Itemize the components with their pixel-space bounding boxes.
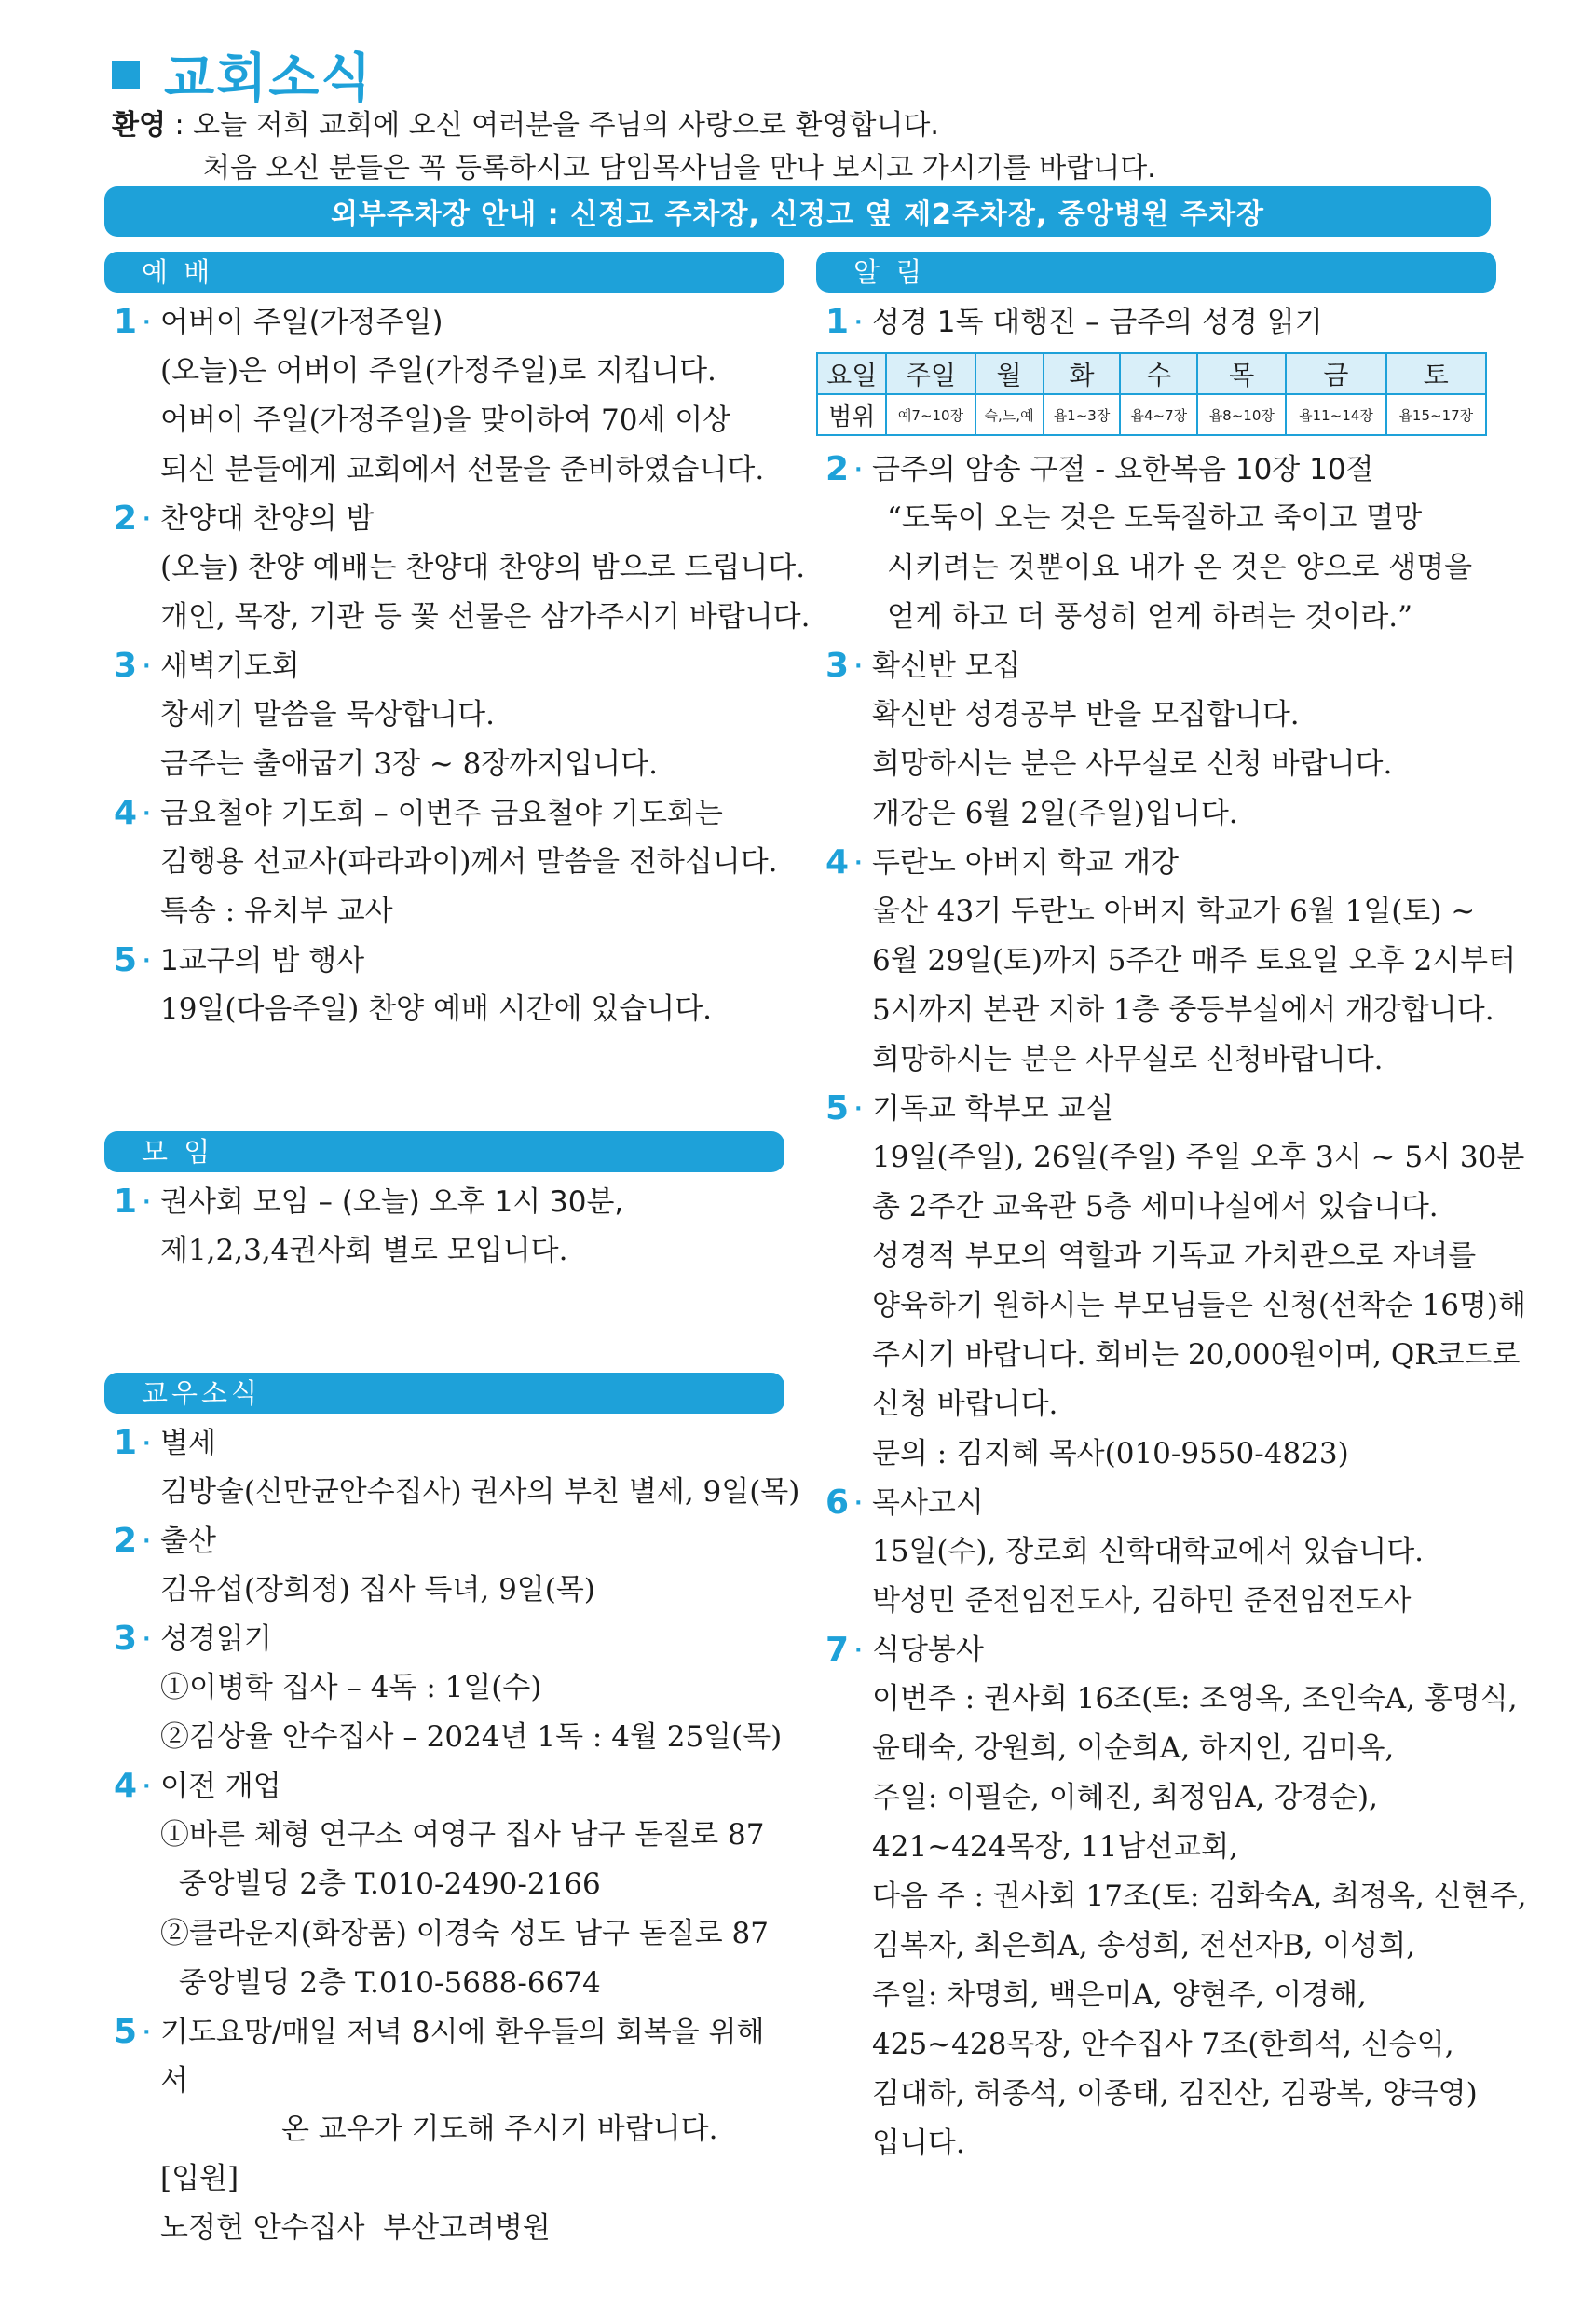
item-line: 김유섭(장희정) 집사 득녀, 9일(목) bbox=[160, 1573, 595, 1607]
item-line: 문의 : 김지혜 목사(010-9550-4823) bbox=[872, 1437, 1349, 1470]
reading-day-cell: 주일 bbox=[886, 353, 975, 394]
item-number: 1 · bbox=[114, 1183, 151, 1221]
right-column bbox=[816, 252, 1527, 2168]
item-title: 별세 bbox=[160, 1427, 216, 1460]
reading-day-cell: 수 bbox=[1120, 353, 1197, 394]
worship-header: 예 배 bbox=[104, 252, 784, 293]
item-line: 주시기 바랍니다. 회비는 20,000원이며, QR코드로 bbox=[872, 1338, 1521, 1372]
item-line: 이번주 : 권사회 16조(토: 조영옥, 조인숙A, 홍명식, bbox=[872, 1682, 1518, 1716]
item-title: 새벽기도회 bbox=[160, 650, 300, 683]
item-number: 4 · bbox=[114, 794, 151, 832]
item-line: (오늘)은 어버이 주일(가정주일)로 지킵니다. bbox=[160, 354, 716, 388]
item-line: 노정헌 안수집사 부산고려병원 bbox=[160, 2211, 551, 2245]
item-title: 1교구의 밤 행사 bbox=[160, 944, 365, 978]
item-line: 신청 바랍니다. bbox=[872, 1388, 1058, 1421]
item-title: 찬양대 찬양의 밤 bbox=[160, 502, 375, 536]
item-line: 5시까지 본관 지하 1층 중등부실에서 개강합니다. bbox=[872, 993, 1494, 1027]
item-body bbox=[160, 838, 784, 937]
item-body bbox=[160, 1468, 800, 1517]
list-item bbox=[816, 1626, 1527, 2168]
item-number: 5 · bbox=[114, 2013, 151, 2051]
item-line: 어버이 주일(가정주일)을 맞이하여 70세 이상 bbox=[160, 403, 731, 437]
meetings-header: 모 임 bbox=[104, 1131, 784, 1172]
welcome-label: 환영 bbox=[112, 109, 166, 142]
item-body bbox=[872, 1675, 1527, 2168]
item-title: 출산 bbox=[160, 1525, 216, 1558]
item-body bbox=[160, 1663, 784, 1762]
item-line: 성경적 부모의 역할과 기독교 가치관으로 자녀를 bbox=[872, 1239, 1477, 1273]
item-line: ①바른 체형 연구소 여영구 집사 남구 돋질로 87 bbox=[160, 1818, 765, 1852]
item-line: 6월 29일(토)까지 5주간 매주 토요일 오후 2시부터 bbox=[872, 944, 1517, 978]
reading-range-cell: 욥8~10장 bbox=[1197, 394, 1286, 435]
item-number: 5 · bbox=[825, 1089, 863, 1128]
item-line: 확신반 성경공부 반을 모집합니다. bbox=[872, 698, 1300, 732]
item-line: 윤태숙, 강원희, 이순희A, 하지인, 김미옥, bbox=[872, 1731, 1395, 1765]
reading-range-cell: 욥11~14장 bbox=[1286, 394, 1385, 435]
item-body bbox=[872, 887, 1517, 1085]
item-number: 2 · bbox=[825, 450, 863, 488]
item-title: 성경읽기 bbox=[160, 1622, 272, 1656]
list-item bbox=[816, 1085, 1526, 1479]
item-line: 다음 주 : 권사회 17조(토: 김화숙A, 최정옥, 신현주, bbox=[872, 1880, 1527, 1913]
item-line: 19일(다음주일) 찬양 예배 시간에 있습니다. bbox=[160, 992, 713, 1026]
item-line: 개강은 6월 2일(주일)입니다. bbox=[872, 797, 1238, 830]
item-title: 어버이 주일(가정주일) bbox=[160, 306, 443, 339]
item-body bbox=[160, 2105, 784, 2253]
members-header: 교우소식 bbox=[104, 1373, 784, 1414]
item-line: 중앙빌딩 2층 T.010-5688-6674 bbox=[160, 1966, 601, 2000]
item-number: 2 · bbox=[114, 499, 151, 538]
item-line: 양육하기 원하시는 부모님들은 신청(선착순 16명)해 bbox=[872, 1289, 1526, 1322]
item-line: 김복자, 최은희A, 송성희, 전선자B, 이성희, bbox=[872, 1929, 1416, 1962]
item-body bbox=[872, 1527, 1496, 1626]
item-line: 울산 43기 두란노 아버지 학교가 6월 1일(토) ~ bbox=[872, 895, 1476, 928]
item-line: 15일(수), 장로회 신학대학교에서 있습니다. bbox=[872, 1535, 1425, 1568]
parking-banner: 외부주차장 안내 : 신정고 주차장, 신정고 옆 제2주차장, 중앙병원 주차장 bbox=[104, 186, 1491, 237]
square-bullet-icon bbox=[112, 61, 140, 89]
item-number: 1 · bbox=[825, 303, 863, 341]
list-item bbox=[816, 642, 1496, 839]
list-item bbox=[104, 495, 811, 642]
item-number: 1 · bbox=[114, 303, 151, 341]
item-body bbox=[160, 347, 784, 495]
item-title: 확신반 모집 bbox=[872, 650, 1021, 683]
page-title-text: 교회소식 bbox=[164, 48, 374, 109]
item-line: 총 2주간 교육관 5층 세미나실에서 있습니다. bbox=[872, 1190, 1439, 1224]
item-line: (오늘) 찬양 예배는 찬양대 찬양의 밤으로 드립니다. bbox=[160, 551, 806, 584]
list-item bbox=[816, 445, 1496, 642]
item-line: 되신 분들에게 교회에서 선물을 준비하였습니다. bbox=[160, 453, 765, 486]
item-body bbox=[160, 1566, 784, 1615]
item-line: 김대하, 허종석, 이종태, 김진산, 김광복, 양극영) bbox=[872, 2077, 1478, 2111]
reading-day-cell: 토 bbox=[1386, 353, 1486, 394]
notice-item bbox=[816, 298, 1496, 347]
list-item bbox=[816, 839, 1517, 1085]
item-line: 희망하시는 분은 사무실로 신청 바랍니다. bbox=[872, 747, 1393, 781]
item-line: 입니다. bbox=[872, 2126, 965, 2160]
item-line: 얻게 하고 더 풍성히 얻게 하려는 것이라.” bbox=[887, 600, 1412, 634]
item-line: 중앙빌딩 2층 T.010-2490-2166 bbox=[160, 1867, 601, 1901]
item-line: 421~424목장, 11남선교회, bbox=[872, 1830, 1238, 1864]
welcome-message bbox=[112, 104, 1491, 190]
item-body bbox=[872, 691, 1496, 839]
item-line: ②김상율 안수집사 – 2024년 1독 : 4월 25일(목) bbox=[160, 1720, 783, 1754]
item-body bbox=[160, 1226, 784, 1276]
meetings-list bbox=[104, 1178, 784, 1276]
item-line: 19일(주일), 26일(주일) 주일 오후 3시 ~ 5시 30분 bbox=[872, 1141, 1525, 1174]
welcome-line-2: 처음 오신 분들은 꼭 등록하시고 담임목사님을 만나 보시고 가시기를 바랍니다. bbox=[203, 152, 1156, 185]
item-line: 개인, 목장, 기관 등 꽃 선물은 삼가주시기 바랍니다. bbox=[160, 600, 811, 634]
item-line: ①이병학 집사 – 4독 : 1일(수) bbox=[160, 1671, 542, 1704]
item-number: 4 · bbox=[825, 843, 863, 882]
reading-day-cell: 화 bbox=[1044, 353, 1121, 394]
item-body bbox=[160, 1811, 784, 2008]
reading-day-cell: 금 bbox=[1286, 353, 1385, 394]
reading-days-row bbox=[817, 353, 1486, 394]
item-body bbox=[160, 543, 811, 642]
item-title: 식당봉사 bbox=[872, 1634, 984, 1667]
item-line: 특송 : 유치부 교사 bbox=[160, 895, 393, 928]
item-number: 3 · bbox=[825, 647, 863, 685]
item-number: 6 · bbox=[825, 1484, 863, 1522]
notices-list bbox=[816, 445, 1527, 2168]
item-title: 기독교 학부모 교실 bbox=[872, 1092, 1114, 1126]
notice-item-title: 성경 1독 대행진 – 금주의 성경 읽기 bbox=[872, 306, 1323, 339]
item-number: 7 · bbox=[825, 1631, 863, 1669]
reading-ranges-row bbox=[817, 394, 1486, 435]
item-line: 희망하시는 분은 사무실로 신청바랍니다. bbox=[872, 1043, 1384, 1076]
reading-day-cell: 목 bbox=[1197, 353, 1286, 394]
item-body bbox=[160, 985, 784, 1034]
reading-day-cell: 요일 bbox=[817, 353, 886, 394]
list-item bbox=[104, 1615, 784, 1762]
item-body bbox=[160, 691, 784, 789]
item-line: 금주는 출애굽기 3장 ~ 8장까지입니다. bbox=[160, 747, 658, 781]
item-title: 금주의 암송 구절 - 요한복음 10장 10절 bbox=[872, 453, 1374, 486]
item-number: 5 · bbox=[114, 941, 151, 979]
list-item bbox=[104, 1762, 784, 2008]
list-item bbox=[104, 937, 784, 1034]
item-line: 창세기 말씀을 묵상합니다. bbox=[160, 698, 495, 732]
item-number: 1 · bbox=[114, 1424, 151, 1462]
item-line: 박성민 준전임전도사, 김하민 준전임전도사 bbox=[872, 1584, 1412, 1618]
list-item bbox=[104, 642, 784, 789]
item-body bbox=[872, 1133, 1526, 1479]
item-line: “도둑이 오는 것은 도둑질하고 죽이고 멸망 bbox=[887, 501, 1423, 535]
page-title bbox=[112, 45, 374, 109]
item-line: 김방술(신만균안수집사) 권사의 부친 별세, 9일(목) bbox=[160, 1475, 800, 1509]
item-title: 권사회 모임 – (오늘) 오후 1시 30분, bbox=[160, 1185, 624, 1219]
reading-range-cell: 욥4~7장 bbox=[1120, 394, 1197, 435]
item-title: 이전 개업 bbox=[160, 1770, 281, 1803]
reading-range-cell: 범위 bbox=[817, 394, 886, 435]
item-number: 2 · bbox=[114, 1522, 151, 1560]
left-column bbox=[104, 252, 811, 2253]
item-line: 425~428목장, 안수집사 7조(한희석, 신승익, bbox=[872, 2028, 1454, 2061]
item-line: 제1,2,3,4권사회 별로 모입니다. bbox=[160, 1234, 568, 1267]
item-title: 기도요망/매일 저녁 8시에 환우들의 회복을 위해서 bbox=[160, 2016, 765, 2098]
reading-range-cell: 슥,느,예 bbox=[975, 394, 1044, 435]
item-title: 두란노 아버지 학교 개강 bbox=[872, 846, 1180, 880]
reading-range-cell: 욥15~17장 bbox=[1386, 394, 1486, 435]
item-line: 시키려는 것뿐이요 내가 온 것은 양으로 생명을 bbox=[887, 551, 1473, 584]
item-number: 4 · bbox=[114, 1767, 151, 1805]
item-line: ②클라운지(화장품) 이경숙 성도 남구 돋질로 87 bbox=[160, 1917, 769, 1950]
item-line: 김행용 선교사(파라과이)께서 말씀을 전하십니다. bbox=[160, 845, 778, 879]
reading-range-cell: 욥1~3장 bbox=[1044, 394, 1121, 435]
item-number: 3 · bbox=[114, 1620, 151, 1658]
item-line: 주일: 이필순, 이혜진, 최정임A, 강경순), bbox=[872, 1781, 1379, 1814]
reading-day-cell: 월 bbox=[975, 353, 1044, 394]
list-item bbox=[104, 298, 784, 495]
item-line: 주일: 차명희, 백은미A, 양현주, 이경해, bbox=[872, 1978, 1367, 2012]
item-line: 온 교우가 기도해 주시기 바랍니다. bbox=[281, 2113, 718, 2146]
list-item bbox=[104, 1178, 784, 1276]
item-number: 3 · bbox=[114, 647, 151, 685]
item-line: [입원] bbox=[160, 2162, 239, 2195]
list-item bbox=[104, 1419, 800, 1517]
worship-list bbox=[104, 298, 811, 1034]
members-list bbox=[104, 1419, 800, 2253]
welcome-line-1: : 오늘 저희 교회에 오신 여러분을 주님의 사랑으로 환영합니다. bbox=[165, 109, 939, 142]
list-item bbox=[104, 1517, 784, 1615]
list-item bbox=[816, 1479, 1496, 1626]
reading-range-cell: 예7~10장 bbox=[886, 394, 975, 435]
list-item bbox=[104, 2008, 784, 2253]
item-body bbox=[872, 494, 1496, 642]
notices-header: 알 림 bbox=[816, 252, 1496, 293]
list-item bbox=[104, 789, 784, 937]
item-title: 금요철야 기도회 – 이번주 금요철야 기도회는 bbox=[160, 797, 723, 830]
item-title: 목사고시 bbox=[872, 1486, 984, 1520]
bible-reading-table bbox=[816, 352, 1487, 436]
